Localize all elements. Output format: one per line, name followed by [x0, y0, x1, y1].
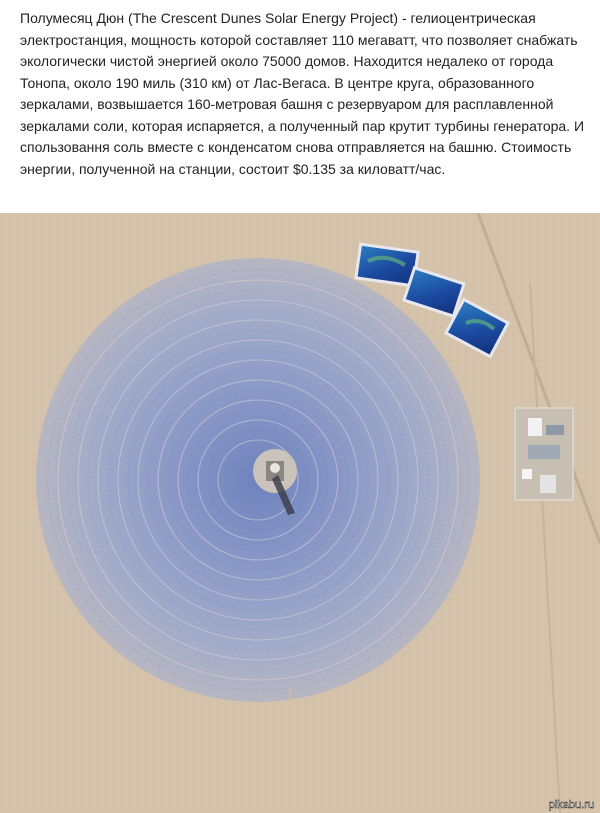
aerial-photo: [0, 213, 600, 813]
power-block: [515, 408, 573, 500]
post-text: Полумесяц Дюн (The Crescent Dunes Solar Energy Project) - гелиоцентрическая электростанция, мощность которой составляет 110 мегаватт, что позволяет снабжать экологически чистой энергией около 75000 домов. Находится недалеко от города Тонопа, около 190 миль (310 км) от Лас-Вегаса. В центре круга, образованного зеркалами, возвышается 160-метровая башня с резервуаром для расплавленной зеркалами соли, которая испаряется, а полученный пар крутит турбины генератора. И спользовання соль вместе с конденсатом снова отправляется на башню. Стоимость энергии, полученной на станции, состоит $0.135 за киловатт/час.: [20, 10, 585, 177]
tower-top: [270, 463, 280, 473]
watermark: pikabu.ru: [548, 799, 594, 811]
